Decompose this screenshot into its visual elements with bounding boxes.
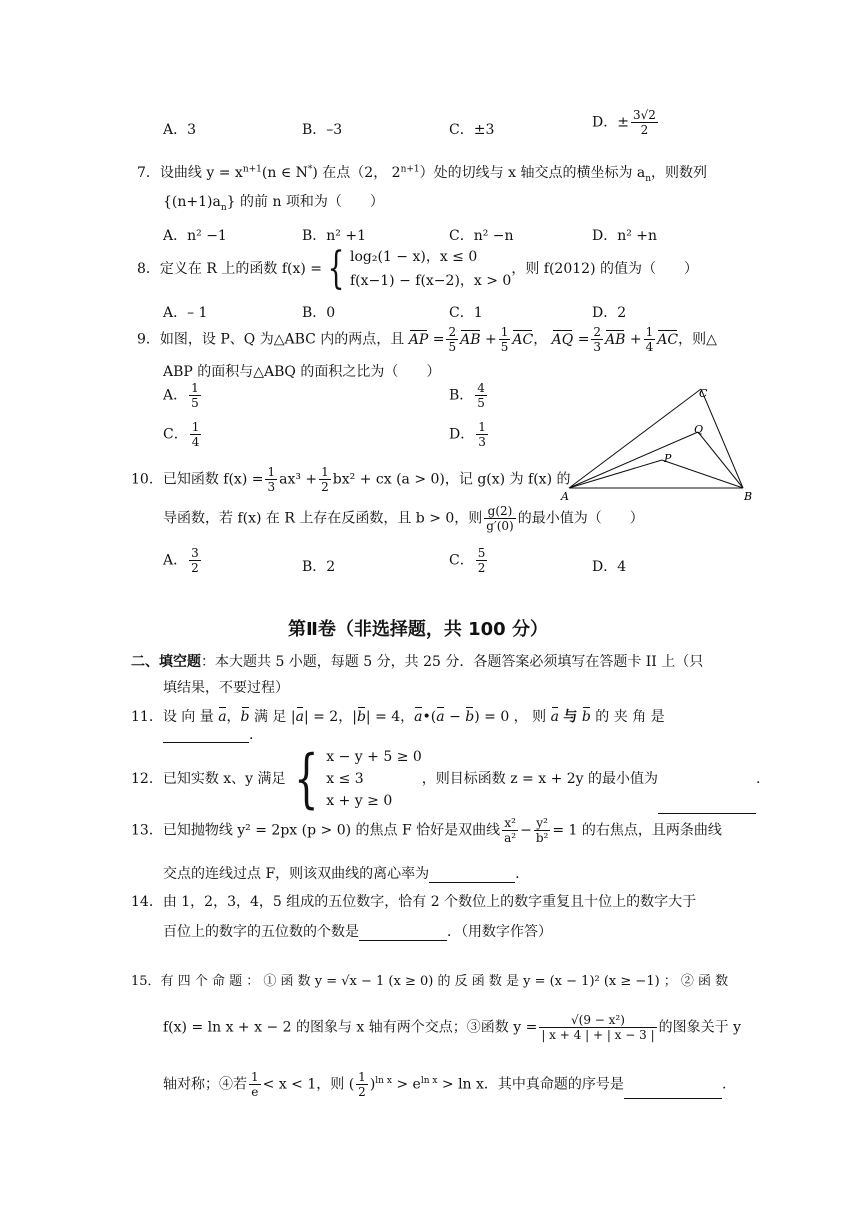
numerator: 1 bbox=[500, 325, 509, 339]
q7-number: 7． bbox=[137, 165, 160, 181]
label: D． bbox=[449, 426, 475, 443]
text: 轴对称；④若 bbox=[163, 1076, 247, 1093]
fraction bbox=[476, 420, 488, 449]
vector-ac: AC bbox=[657, 331, 679, 348]
fraction bbox=[499, 325, 511, 354]
denominator: 5 bbox=[500, 340, 509, 354]
text: 已知函数 f(x) = bbox=[162, 471, 264, 488]
text: 定义在 R 上的函数 f(x) = bbox=[159, 261, 322, 277]
constraint: x − y + 5 ≥ 0 bbox=[326, 749, 422, 765]
text: − bbox=[520, 822, 532, 839]
q7-option-c: C．n² −n bbox=[449, 228, 514, 244]
answer-blank[interactable] bbox=[658, 799, 756, 814]
denominator: 2 bbox=[640, 123, 649, 137]
denominator: 5 bbox=[477, 396, 485, 410]
text: 满 足 | bbox=[253, 709, 296, 725]
fraction bbox=[591, 325, 603, 354]
q7-line2 bbox=[163, 191, 384, 213]
label: C． bbox=[449, 552, 474, 569]
vector-b: b bbox=[356, 709, 366, 725]
vector-a: a bbox=[550, 709, 559, 725]
text: {(n+1)a bbox=[163, 194, 221, 210]
label-c: C bbox=[699, 387, 708, 400]
q15-line3 bbox=[163, 1070, 726, 1099]
label: A． bbox=[163, 387, 188, 404]
q14-line2 bbox=[163, 921, 552, 941]
q15-line1 bbox=[131, 970, 728, 989]
numerator: 1 bbox=[478, 420, 486, 434]
denominator: 3 bbox=[593, 340, 602, 354]
text: > ln x．其中真命题的序号是 bbox=[437, 1076, 624, 1093]
q8-option-c: C．1 bbox=[449, 305, 483, 321]
denominator: g′(0) bbox=[486, 519, 514, 533]
vector-a: a bbox=[436, 709, 445, 725]
numerator: √(9 − x²) bbox=[539, 1013, 656, 1028]
vector-b: b bbox=[465, 709, 475, 725]
text: 有 四 个 命 题 ： ① 函 数 y = √x − 1 (x ≥ 0) 的 反 函 数 是 y = (x − 1)² (x ≥ −1) ； ② 函 数 bbox=[160, 974, 729, 989]
q11-line1 bbox=[131, 706, 665, 726]
text: bx² + cx (a > 0)，记 g(x) 为 f(x) 的 bbox=[332, 471, 571, 488]
answer-blank[interactable] bbox=[624, 1084, 722, 1099]
text: 由 1，2，3，4，5 组成的五位数字，恰有 2 个数位上的数字重复且十位上的数字大于 bbox=[162, 894, 697, 910]
numerator: 1 bbox=[191, 420, 200, 434]
text: •( bbox=[422, 709, 437, 725]
text: ，则 f(2012) 的值为（ ） bbox=[511, 261, 698, 277]
text: ，则△ bbox=[678, 331, 717, 348]
numerator: g(2) bbox=[484, 504, 515, 519]
q10-option-d: D．4 bbox=[592, 559, 627, 575]
text: 如图，设 P、Q 为△ABC 内的两点，且 bbox=[159, 331, 405, 348]
text: > e bbox=[391, 1076, 421, 1093]
q6-option-b: B．–3 bbox=[302, 122, 343, 138]
numerator: 1 bbox=[251, 1070, 259, 1084]
denominator: 2 bbox=[358, 1085, 366, 1099]
fraction bbox=[534, 816, 551, 845]
label-a: A bbox=[561, 490, 569, 503]
text: 的最小值为（ ） bbox=[517, 510, 644, 527]
text: ， bbox=[533, 331, 548, 348]
q14-line1 bbox=[131, 891, 696, 911]
q9-option-a bbox=[163, 381, 203, 410]
text: = 1 的右焦点，且两条曲线 bbox=[552, 822, 722, 839]
segment-qb bbox=[698, 432, 743, 488]
q10-option-b: B．2 bbox=[302, 559, 336, 575]
denominator: 5 bbox=[191, 396, 199, 410]
q6-option-d-fraction bbox=[631, 108, 658, 137]
q13-line1 bbox=[131, 816, 722, 845]
q9-option-d bbox=[449, 420, 490, 449]
vector-ab: AB bbox=[460, 331, 481, 348]
piecewise bbox=[350, 245, 511, 293]
vector-a: a bbox=[218, 709, 227, 725]
label-b: B bbox=[744, 490, 753, 503]
text: = bbox=[432, 331, 445, 348]
fraction bbox=[356, 1070, 368, 1099]
q8-option-a: A．– 1 bbox=[163, 305, 208, 321]
constraint: x + y ≥ 0 bbox=[326, 793, 393, 809]
brace: { bbox=[327, 243, 345, 294]
q9-number: 9． bbox=[137, 331, 160, 348]
q10-line2 bbox=[163, 504, 644, 533]
q15-line2 bbox=[163, 1013, 741, 1042]
text: ．（用数字作答） bbox=[447, 924, 552, 940]
label: C． bbox=[163, 426, 188, 443]
numerator: 5 bbox=[477, 546, 486, 560]
denominator: | x + 4 | + | x − 3 | bbox=[541, 1028, 655, 1042]
fraction bbox=[644, 325, 656, 354]
q12-line1 bbox=[131, 744, 760, 814]
q10-number: 10． bbox=[131, 471, 163, 488]
numerator: y² bbox=[534, 816, 551, 831]
numerator: 4 bbox=[477, 381, 485, 395]
answer-blank[interactable] bbox=[429, 868, 515, 883]
q8-option-b: B．0 bbox=[302, 305, 336, 321]
text: + bbox=[484, 331, 497, 348]
numerator: 2 bbox=[593, 325, 602, 339]
triangle-figure bbox=[555, 380, 765, 505]
q9-line2: ABP 的面积与△ABQ 的面积之比为（ ） bbox=[163, 364, 441, 380]
text: * bbox=[307, 164, 313, 175]
vector-aq: AQ bbox=[551, 331, 574, 348]
q6-option-d-prefix: D．± bbox=[592, 114, 629, 131]
fraction bbox=[265, 465, 277, 494]
denominator: b² bbox=[535, 831, 549, 845]
q11-number: 11． bbox=[131, 709, 163, 725]
side-ac bbox=[569, 389, 704, 488]
answer-blank[interactable] bbox=[163, 728, 249, 743]
text: 的图象关于 y bbox=[658, 1019, 741, 1036]
q7-option-a: A．n² −1 bbox=[163, 228, 227, 244]
denominator: 2 bbox=[191, 561, 199, 575]
numerator: 1 bbox=[267, 465, 276, 479]
vector-ac: AC bbox=[512, 331, 534, 348]
denominator: 2 bbox=[321, 480, 329, 494]
text: 的 夹 角 是 bbox=[595, 709, 665, 725]
fraction bbox=[476, 546, 488, 575]
text: (n ∈ N bbox=[261, 165, 308, 181]
text: n+1 bbox=[400, 164, 420, 175]
text: ， bbox=[226, 709, 241, 725]
q6-option-c: C．±3 bbox=[449, 122, 495, 138]
q8-line1 bbox=[137, 245, 698, 293]
text: 交点的连线过点 F，则该双曲线的离心率为 bbox=[163, 866, 430, 882]
text: 百位上的数字的五位数的个数是 bbox=[163, 924, 359, 940]
q15-number: 15． bbox=[131, 974, 161, 989]
denominator: 5 bbox=[448, 340, 457, 354]
text: 导函数，若 f(x) 在 R 上存在反函数，且 b > 0，则 bbox=[163, 510, 483, 527]
numerator: x² bbox=[502, 816, 518, 831]
text: 已知实数 x、y 满足 bbox=[162, 771, 286, 787]
q7-line1 bbox=[137, 162, 707, 184]
fraction bbox=[190, 420, 202, 449]
text: ln x bbox=[375, 1075, 392, 1086]
section2-line1 bbox=[131, 651, 703, 671]
denominator: 2 bbox=[477, 561, 486, 575]
q9-line1 bbox=[137, 325, 717, 354]
q11-line2 bbox=[163, 727, 253, 743]
numerator: 3√2 bbox=[632, 108, 656, 122]
q8-number: 8． bbox=[137, 261, 160, 277]
q14-number: 14． bbox=[131, 894, 163, 910]
q9-option-c bbox=[163, 420, 203, 449]
denominator: 4 bbox=[191, 435, 200, 449]
text: ) = 0 ， 则 bbox=[474, 709, 547, 725]
denominator: a² bbox=[504, 831, 517, 845]
fraction bbox=[189, 381, 201, 410]
q9-option-b bbox=[449, 381, 489, 410]
vector-ap: AP bbox=[408, 331, 429, 348]
segment-ap bbox=[569, 460, 662, 488]
text: ，则数列 bbox=[651, 165, 708, 181]
text: ) bbox=[369, 1076, 376, 1093]
fraction bbox=[484, 504, 515, 533]
fraction bbox=[319, 465, 331, 494]
vector-a: a bbox=[295, 709, 304, 725]
label-p: P bbox=[664, 452, 672, 465]
fraction bbox=[249, 1070, 261, 1099]
q12-number: 12． bbox=[131, 771, 163, 787]
text: | = 4， bbox=[365, 709, 415, 725]
q13-line2 bbox=[163, 863, 520, 883]
text: − bbox=[444, 709, 466, 725]
text: 设曲线 y = x bbox=[159, 165, 243, 181]
fraction bbox=[539, 1013, 656, 1042]
side-bc bbox=[701, 389, 743, 488]
text: . bbox=[249, 727, 254, 743]
numerator: 1 bbox=[358, 1070, 366, 1084]
text: ln x bbox=[420, 1075, 438, 1086]
section2-line2: 填结果，不要过程） bbox=[163, 680, 289, 696]
text: ax³ + bbox=[279, 471, 318, 488]
numerator: 2 bbox=[448, 325, 457, 339]
text: . bbox=[721, 1076, 727, 1093]
answer-blank[interactable] bbox=[359, 926, 447, 941]
text: ，则目标函数 z = x + 2y 的最小值为 bbox=[421, 771, 659, 787]
text: n bbox=[220, 202, 227, 213]
vector-b: b bbox=[581, 709, 591, 725]
text: ）处的切线与 x 轴交点的横坐标为 a bbox=[419, 165, 646, 181]
denominator: 3 bbox=[267, 480, 276, 494]
text: 设 向 量 bbox=[162, 709, 214, 725]
numerator: 3 bbox=[191, 546, 199, 560]
label: B． bbox=[449, 387, 474, 404]
vector-b: b bbox=[240, 709, 250, 725]
fraction bbox=[502, 816, 518, 845]
text: ) 在点（2， 2 bbox=[312, 165, 401, 181]
text: = bbox=[577, 331, 590, 348]
q8-option-d: D．2 bbox=[592, 305, 627, 321]
q6-option-a: A．3 bbox=[163, 122, 197, 138]
vector-a: a bbox=[414, 709, 423, 725]
part2-title: 第Ⅱ卷（非选择题，共 100 分） bbox=[288, 619, 548, 640]
segment-pb bbox=[662, 460, 743, 488]
fraction bbox=[446, 325, 458, 354]
fraction bbox=[475, 381, 487, 410]
section-label: 二、填空题 bbox=[131, 654, 201, 670]
text: n bbox=[645, 173, 652, 184]
constraint: x ≤ 3 bbox=[326, 771, 364, 787]
text: . bbox=[515, 866, 520, 882]
case: f(x−1) − f(x−2)，x > 0 bbox=[350, 273, 512, 289]
q7-option-d: D．n² +n bbox=[592, 228, 658, 244]
vector-ab: AB bbox=[605, 331, 626, 348]
text: ：本大题共 5 小题，每题 5 分，共 25 分．各题答案必须填写在答题卡 II 上（只 bbox=[201, 654, 704, 670]
q10-option-a bbox=[163, 546, 203, 575]
numerator: 1 bbox=[645, 325, 654, 339]
text: } 的前 n 项和为（ ） bbox=[226, 194, 384, 210]
fraction bbox=[189, 546, 201, 575]
q7-option-b: B．n² +1 bbox=[302, 228, 367, 244]
brace: { bbox=[293, 742, 319, 816]
numerator: 1 bbox=[191, 381, 199, 395]
q10-option-c bbox=[449, 546, 489, 575]
text: 与 bbox=[563, 709, 578, 725]
numerator: 1 bbox=[321, 465, 329, 479]
text: . bbox=[756, 771, 761, 787]
segment-aq bbox=[569, 432, 698, 488]
q6-option-d bbox=[592, 108, 660, 137]
denominator: e bbox=[251, 1085, 259, 1099]
q10-line1 bbox=[131, 465, 570, 494]
text: n+1 bbox=[242, 164, 262, 175]
denominator: 4 bbox=[645, 340, 654, 354]
label: A． bbox=[163, 552, 188, 569]
denominator: 3 bbox=[478, 435, 486, 449]
text: < x < 1，则 ( bbox=[262, 1076, 355, 1093]
text: f(x) = ln x + x − 2 的图象与 x 轴有两个交点；③函数 y = bbox=[163, 1019, 538, 1036]
case: log₂(1 − x)，x ≤ 0 bbox=[350, 249, 478, 265]
label-q: Q bbox=[694, 423, 704, 436]
text: | = 2，| bbox=[303, 709, 357, 725]
constraint-system bbox=[326, 746, 422, 812]
q13-number: 13． bbox=[131, 822, 163, 839]
text: + bbox=[629, 331, 642, 348]
text: 已知抛物线 y² = 2px (p > 0) 的焦点 F 恰好是双曲线 bbox=[162, 822, 501, 839]
